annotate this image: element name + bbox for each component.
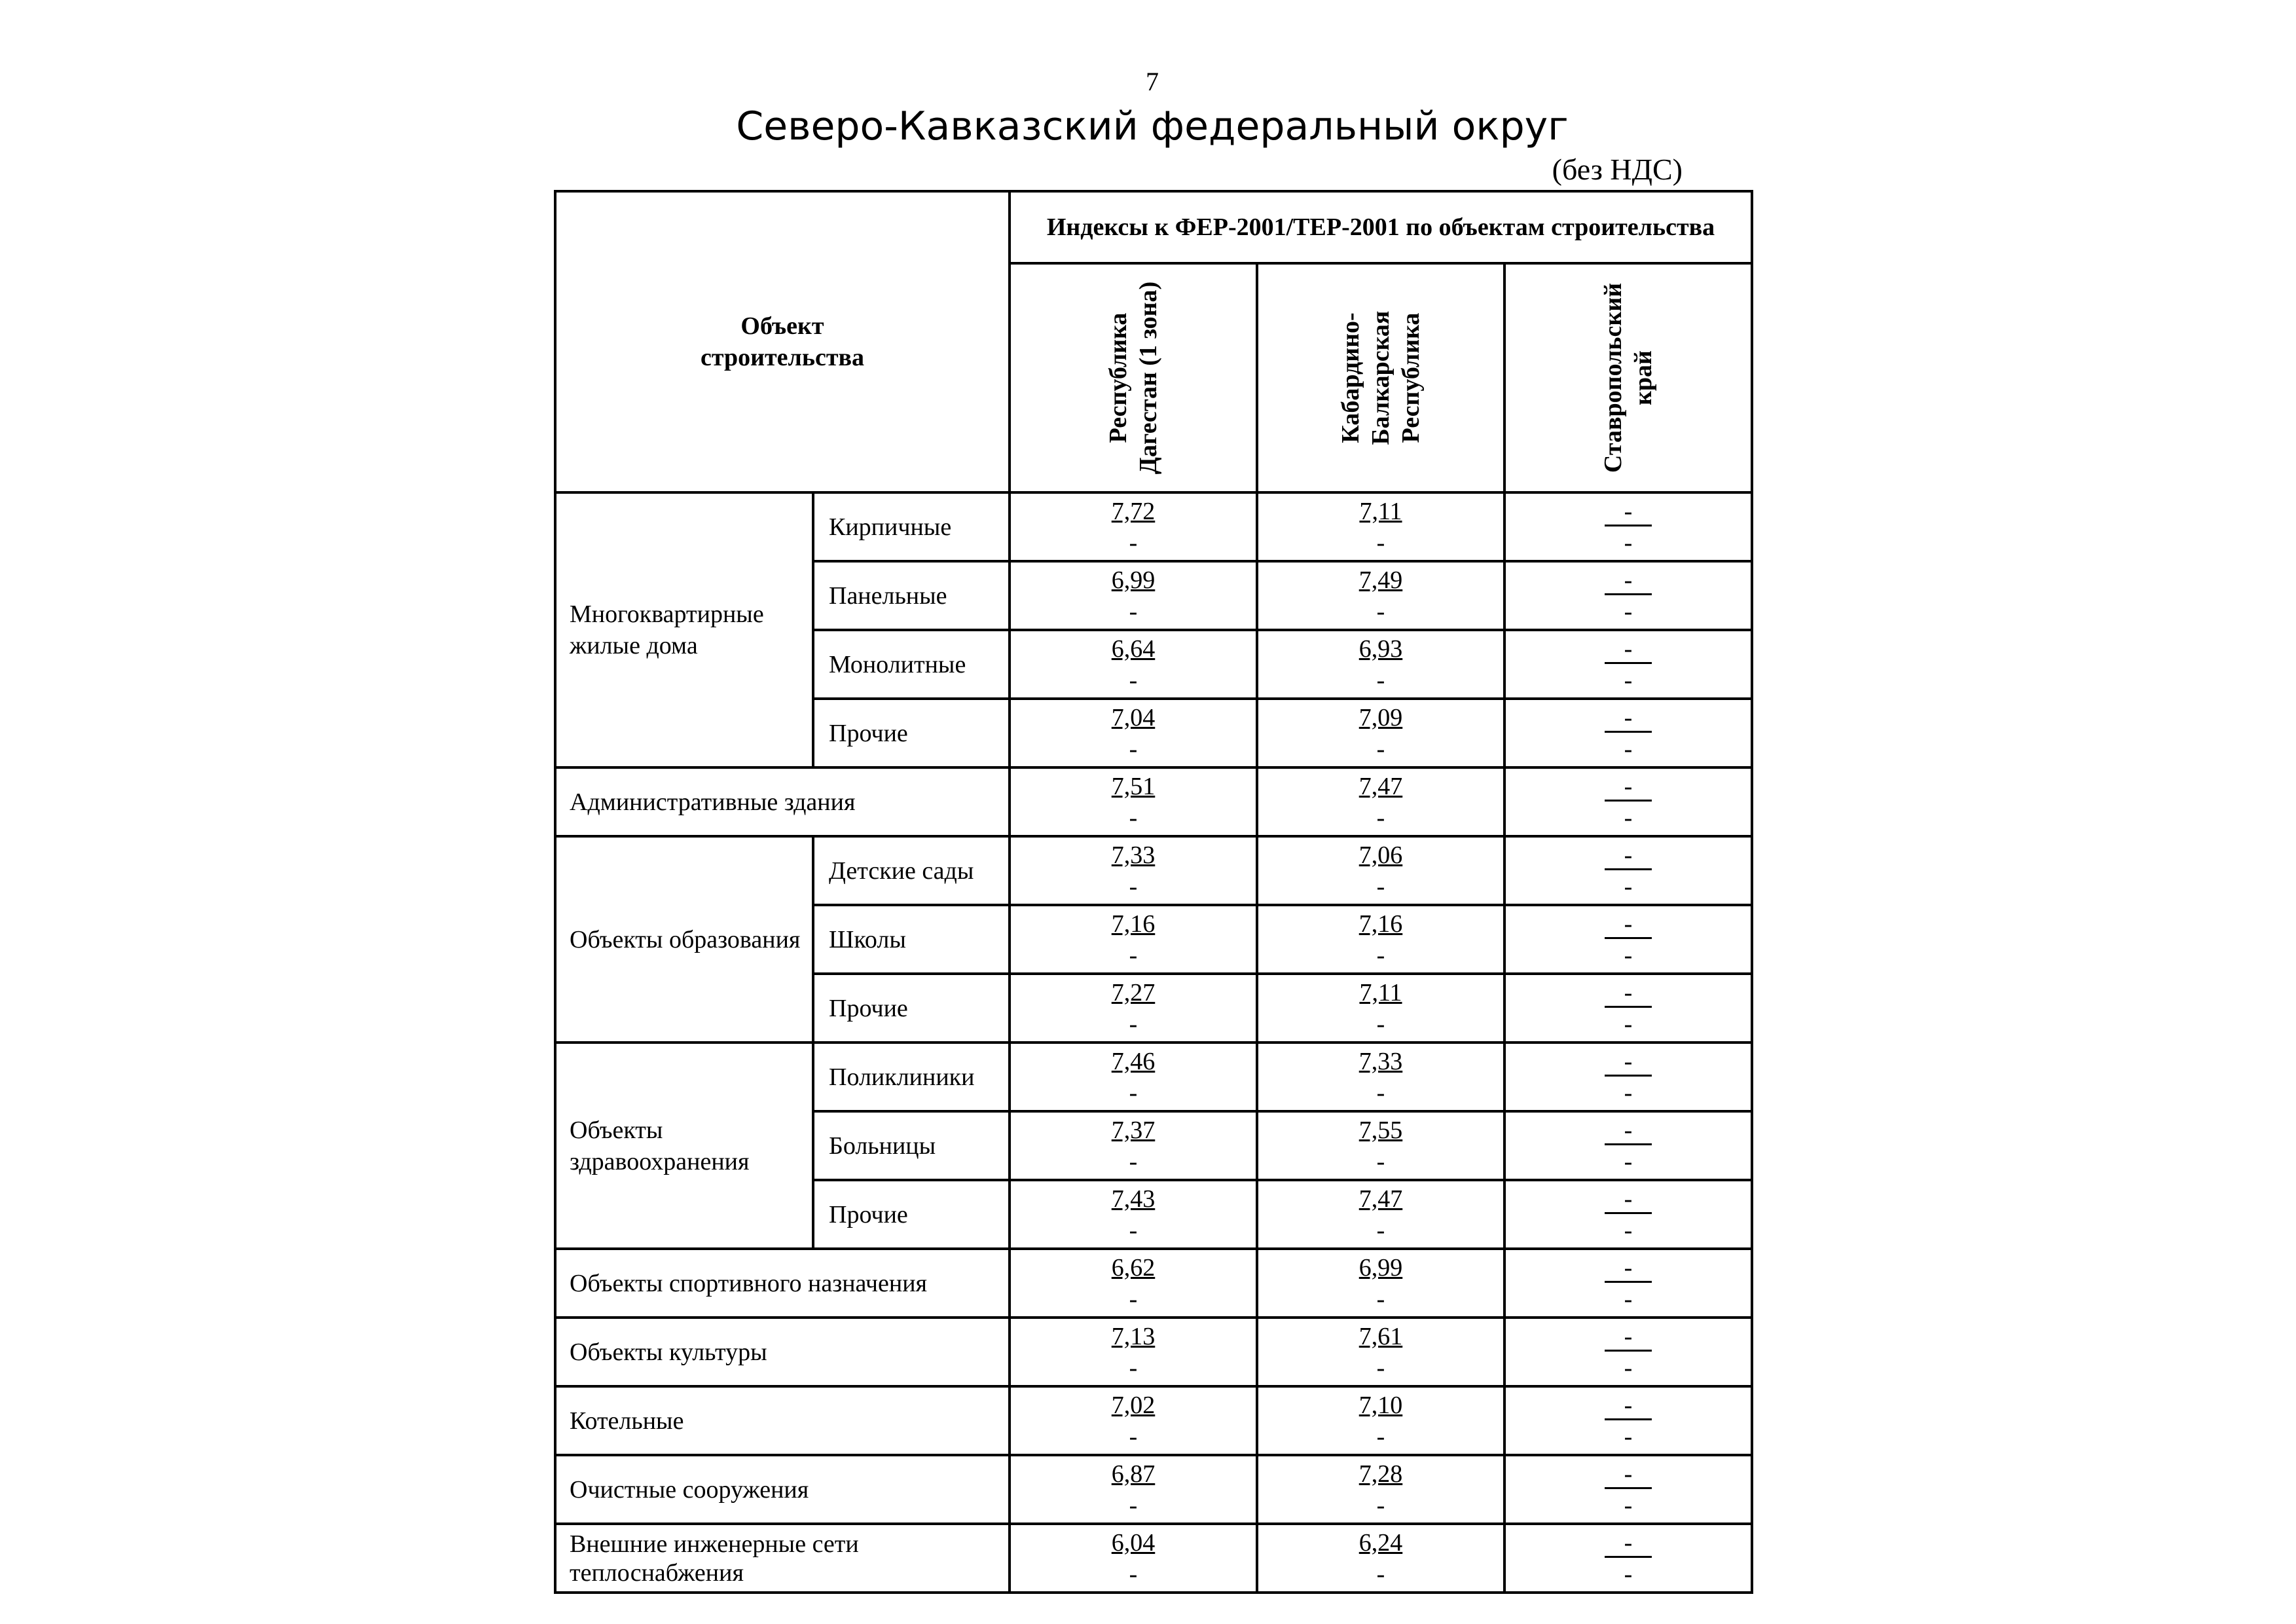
value-cell: 7,27 - bbox=[1010, 974, 1257, 1043]
region-header-dagestan: Республика Дагестан (1 зона) bbox=[1010, 263, 1257, 492]
index-header: Индексы к ФЕР-2001/ТЕР-2001 по объектам строительства bbox=[1010, 191, 1752, 263]
row-label: Больницы bbox=[813, 1111, 1010, 1180]
value-cell: 7,47 - bbox=[1257, 767, 1504, 836]
value-cell: - - bbox=[1504, 1249, 1752, 1318]
vat-note: (без НДС) bbox=[1552, 153, 1683, 186]
value-cell: - - bbox=[1504, 1524, 1752, 1593]
row-label: Внешние инженерные сети теплоснабжения bbox=[555, 1524, 1010, 1593]
value-cell: 7,28 - bbox=[1257, 1455, 1504, 1524]
value-cell: 7,06 - bbox=[1257, 836, 1504, 905]
page-title: Северо-Кавказский федеральный округ bbox=[736, 103, 1569, 149]
value-cell: - - bbox=[1504, 1043, 1752, 1111]
table-row bbox=[555, 1455, 1752, 1524]
row-label: Объекты спортивного назначения bbox=[555, 1249, 1010, 1318]
value-cell: - - bbox=[1504, 1318, 1752, 1386]
value-cell: - - bbox=[1504, 630, 1752, 699]
row-label: Прочие bbox=[813, 699, 1010, 767]
value-cell: - - bbox=[1504, 1386, 1752, 1455]
value-cell: 7,46 - bbox=[1010, 1043, 1257, 1111]
table-row bbox=[555, 1318, 1752, 1386]
value-cell: 7,11 - bbox=[1257, 974, 1504, 1043]
value-cell: 6,62 - bbox=[1010, 1249, 1257, 1318]
value-cell: 7,33 - bbox=[1010, 836, 1257, 905]
value-cell: - - bbox=[1504, 767, 1752, 836]
value-cell: - - bbox=[1504, 1111, 1752, 1180]
value-cell: 6,99 - bbox=[1010, 561, 1257, 630]
value-cell: 7,10 - bbox=[1257, 1386, 1504, 1455]
table-row bbox=[555, 492, 1752, 561]
row-label: Прочие bbox=[813, 974, 1010, 1043]
value-cell: 7,11 - bbox=[1257, 492, 1504, 561]
table-row bbox=[555, 1524, 1752, 1593]
value-cell: 7,33 - bbox=[1257, 1043, 1504, 1111]
value-cell: 7,16 - bbox=[1010, 905, 1257, 974]
value-cell: 6,99 - bbox=[1257, 1249, 1504, 1318]
value-cell: 7,43 - bbox=[1010, 1180, 1257, 1249]
value-cell: - - bbox=[1504, 492, 1752, 561]
value-cell: - - bbox=[1504, 1180, 1752, 1249]
value-cell: 7,09 - bbox=[1257, 699, 1504, 767]
value-cell: 7,37 - bbox=[1010, 1111, 1257, 1180]
table-row bbox=[555, 767, 1752, 836]
value-cell: - - bbox=[1504, 1455, 1752, 1524]
row-label: Кирпичные bbox=[813, 492, 1010, 561]
value-cell: 7,04 - bbox=[1010, 699, 1257, 767]
value-cell: - - bbox=[1504, 561, 1752, 630]
row-label: Детские сады bbox=[813, 836, 1010, 905]
group-label-healthcare: Объекты здравоохранения bbox=[555, 1043, 813, 1249]
row-label: Котельные bbox=[555, 1386, 1010, 1455]
row-label: Панельные bbox=[813, 561, 1010, 630]
value-cell: 7,47 - bbox=[1257, 1180, 1504, 1249]
row-label: Прочие bbox=[813, 1180, 1010, 1249]
value-cell: - - bbox=[1504, 905, 1752, 974]
value-cell: 7,13 - bbox=[1010, 1318, 1257, 1386]
value-cell: - - bbox=[1504, 699, 1752, 767]
value-cell: 7,72 - bbox=[1010, 492, 1257, 561]
value-cell: 7,55 - bbox=[1257, 1111, 1504, 1180]
row-label: Объекты культуры bbox=[555, 1318, 1010, 1386]
table-row bbox=[555, 836, 1752, 905]
table-row bbox=[555, 1249, 1752, 1318]
object-header: Объект строительства bbox=[555, 191, 1010, 492]
group-label-education: Объекты образования bbox=[555, 836, 813, 1043]
row-label: Административные здания bbox=[555, 767, 1010, 836]
value-cell: 6,24 - bbox=[1257, 1524, 1504, 1593]
row-label: Монолитные bbox=[813, 630, 1010, 699]
value-cell: 7,49 - bbox=[1257, 561, 1504, 630]
value-cell: 6,93 - bbox=[1257, 630, 1504, 699]
value-cell: 6,64 - bbox=[1010, 630, 1257, 699]
value-cell: 7,02 - bbox=[1010, 1386, 1257, 1455]
value-cell: 7,16 - bbox=[1257, 905, 1504, 974]
page-number: 7 bbox=[1146, 67, 1159, 96]
region-header-stavropol: Ставропольский край bbox=[1504, 263, 1752, 492]
table-row bbox=[555, 1386, 1752, 1455]
table-row bbox=[555, 1043, 1752, 1111]
group-label-residential: Многоквартирные жилые дома bbox=[555, 492, 813, 767]
region-header-kbr: Кабардино-Балкарская Республика bbox=[1257, 263, 1504, 492]
value-cell: - - bbox=[1504, 836, 1752, 905]
row-label: Школы bbox=[813, 905, 1010, 974]
value-cell: 6,04 - bbox=[1010, 1524, 1257, 1593]
value-cell: - - bbox=[1504, 974, 1752, 1043]
value-cell: 6,87 - bbox=[1010, 1455, 1257, 1524]
value-cell: 7,61 - bbox=[1257, 1318, 1504, 1386]
index-table bbox=[554, 190, 1753, 1594]
value-cell: 7,51 - bbox=[1010, 767, 1257, 836]
row-label: Поликлиники bbox=[813, 1043, 1010, 1111]
row-label: Очистные сооружения bbox=[555, 1455, 1010, 1524]
